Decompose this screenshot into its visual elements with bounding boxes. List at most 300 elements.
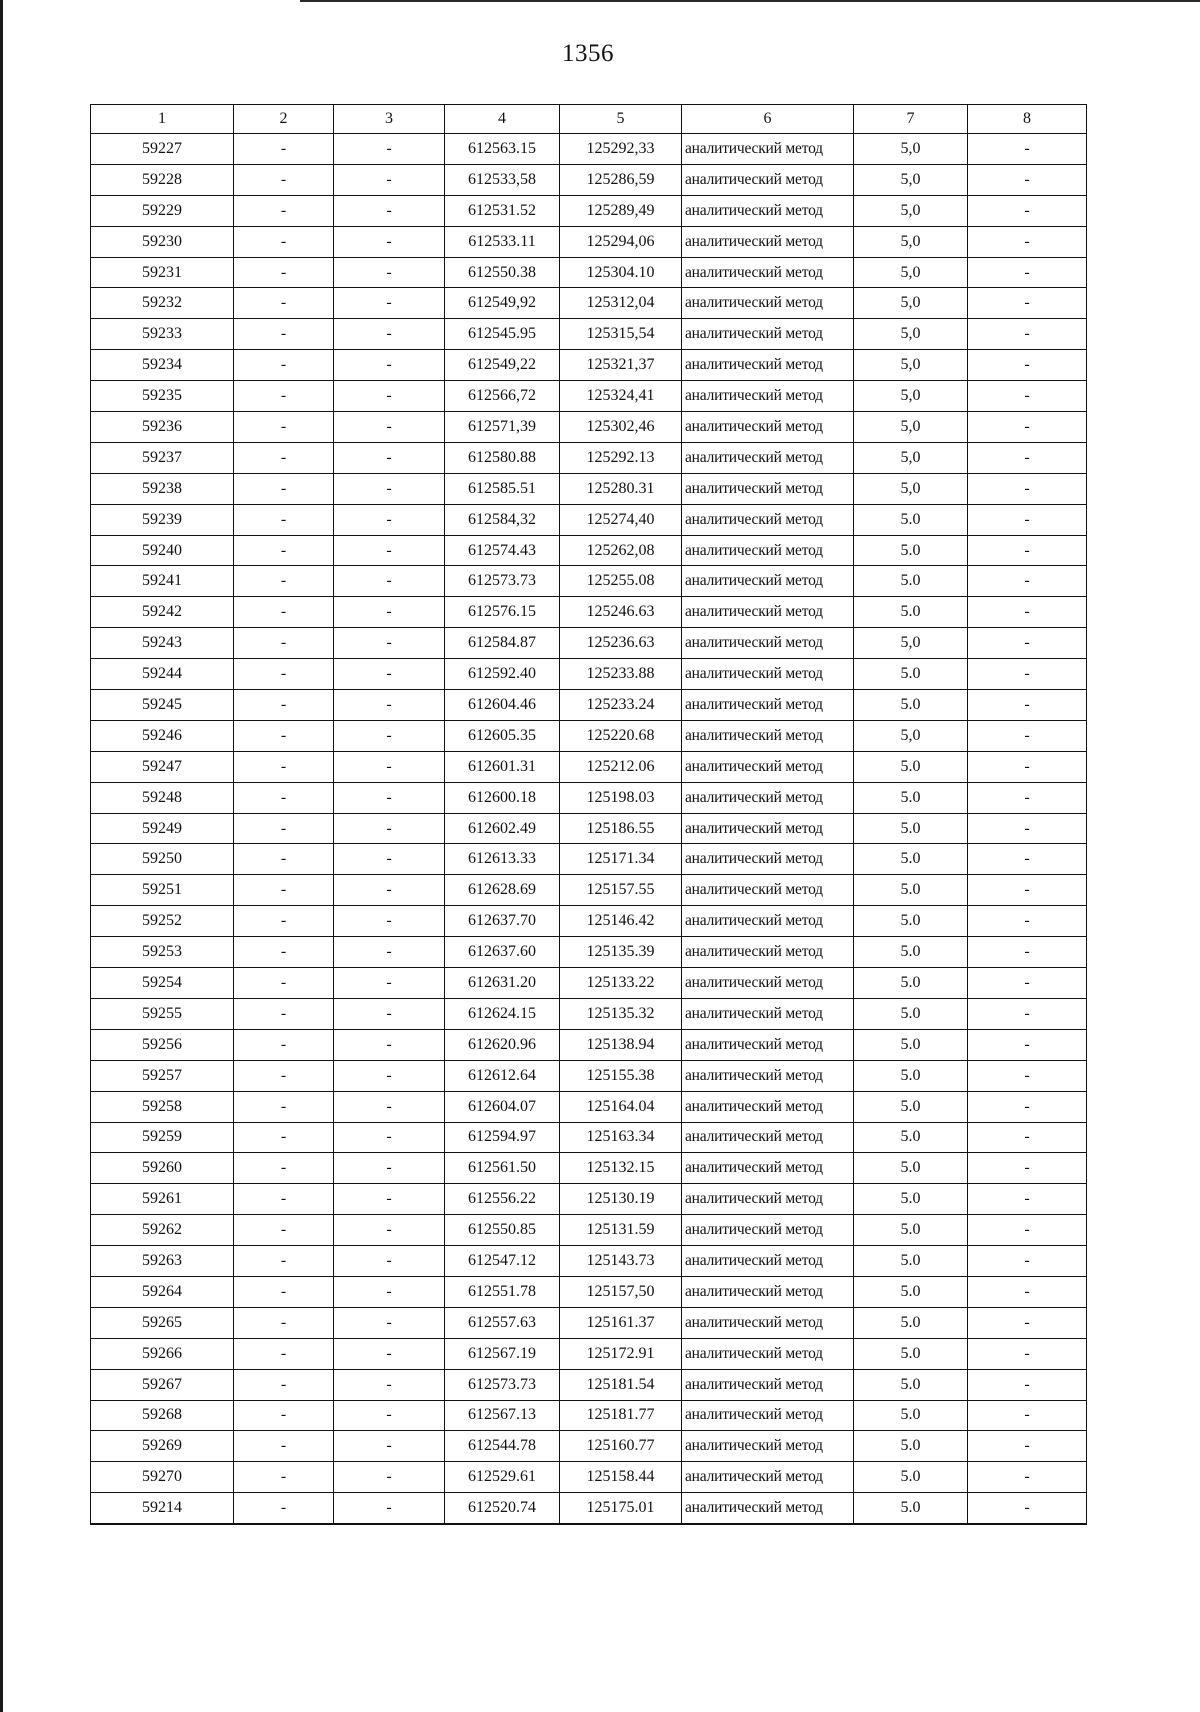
method-cell: аналитический метод — [682, 1400, 854, 1431]
method-cell: аналитический метод — [682, 226, 854, 257]
accuracy-cell: 5.0 — [854, 1091, 968, 1122]
y-coordinate-cell: 125161.37 — [560, 1307, 682, 1338]
y-coordinate-cell: 125135.39 — [560, 937, 682, 968]
col3-cell: - — [334, 164, 445, 195]
x-coordinate-cell: 612567.13 — [445, 1400, 560, 1431]
method-cell: аналитический метод — [682, 1060, 854, 1091]
table-row — [91, 473, 1087, 504]
col2-cell: - — [234, 1122, 334, 1153]
y-coordinate-cell: 125132.15 — [560, 1153, 682, 1184]
coordinates-table — [90, 104, 1087, 1525]
method-cell: аналитический метод — [682, 412, 854, 443]
col2-cell: - — [234, 1369, 334, 1400]
x-coordinate-cell: 612620.96 — [445, 1029, 560, 1060]
point-number-cell: 59267 — [91, 1369, 234, 1400]
col8-cell: - — [968, 1369, 1087, 1400]
col3-cell: - — [334, 659, 445, 690]
y-coordinate-cell: 125160.77 — [560, 1431, 682, 1462]
y-coordinate-cell: 125155.38 — [560, 1060, 682, 1091]
x-coordinate-cell: 612631.20 — [445, 968, 560, 999]
accuracy-cell: 5,0 — [854, 288, 968, 319]
x-coordinate-cell: 612592.40 — [445, 659, 560, 690]
col2-cell: - — [234, 875, 334, 906]
col3-cell: - — [334, 1060, 445, 1091]
header-cell: 3 — [334, 105, 445, 134]
x-coordinate-cell: 612637.70 — [445, 906, 560, 937]
x-coordinate-cell: 612574.43 — [445, 535, 560, 566]
y-coordinate-cell: 125143.73 — [560, 1246, 682, 1277]
x-coordinate-cell: 612561.50 — [445, 1153, 560, 1184]
method-cell: аналитический метод — [682, 813, 854, 844]
method-cell: аналитический метод — [682, 164, 854, 195]
col2-cell: - — [234, 690, 334, 721]
table-row — [91, 813, 1087, 844]
col8-cell: - — [968, 1493, 1087, 1524]
x-coordinate-cell: 612533,58 — [445, 164, 560, 195]
accuracy-cell: 5,0 — [854, 257, 968, 288]
table-row — [91, 1307, 1087, 1338]
table-row — [91, 1431, 1087, 1462]
col8-cell: - — [968, 319, 1087, 350]
table-row — [91, 566, 1087, 597]
accuracy-cell: 5.0 — [854, 1400, 968, 1431]
accuracy-cell: 5.0 — [854, 875, 968, 906]
col2-cell: - — [234, 319, 334, 350]
col8-cell: - — [968, 1400, 1087, 1431]
method-cell: аналитический метод — [682, 1153, 854, 1184]
method-cell: аналитический метод — [682, 875, 854, 906]
point-number-cell: 59243 — [91, 628, 234, 659]
col3-cell: - — [334, 412, 445, 443]
col2-cell: - — [234, 813, 334, 844]
y-coordinate-cell: 125274,40 — [560, 504, 682, 535]
col2-cell: - — [234, 720, 334, 751]
y-coordinate-cell: 125292,33 — [560, 134, 682, 165]
col2-cell: - — [234, 1246, 334, 1277]
col8-cell: - — [968, 442, 1087, 473]
col2-cell: - — [234, 473, 334, 504]
col3-cell: - — [334, 1153, 445, 1184]
accuracy-cell: 5.0 — [854, 597, 968, 628]
col8-cell: - — [968, 1091, 1087, 1122]
col2-cell: - — [234, 1462, 334, 1493]
point-number-cell: 59246 — [91, 720, 234, 751]
point-number-cell: 59240 — [91, 535, 234, 566]
x-coordinate-cell: 612556.22 — [445, 1184, 560, 1215]
y-coordinate-cell: 125186.55 — [560, 813, 682, 844]
accuracy-cell: 5.0 — [854, 1060, 968, 1091]
accuracy-cell: 5.0 — [854, 1369, 968, 1400]
table-row — [91, 844, 1087, 875]
accuracy-cell: 5.0 — [854, 906, 968, 937]
col2-cell: - — [234, 659, 334, 690]
accuracy-cell: 5,0 — [854, 319, 968, 350]
col3-cell: - — [334, 1215, 445, 1246]
x-coordinate-cell: 612594.97 — [445, 1122, 560, 1153]
col8-cell: - — [968, 1276, 1087, 1307]
table-row — [91, 1060, 1087, 1091]
y-coordinate-cell: 125286,59 — [560, 164, 682, 195]
col8-cell: - — [968, 813, 1087, 844]
x-coordinate-cell: 612566,72 — [445, 381, 560, 412]
y-coordinate-cell: 125302,46 — [560, 412, 682, 443]
y-coordinate-cell: 125220.68 — [560, 720, 682, 751]
method-cell: аналитический метод — [682, 628, 854, 659]
table-row — [91, 597, 1087, 628]
accuracy-cell: 5.0 — [854, 504, 968, 535]
col2-cell: - — [234, 1029, 334, 1060]
method-cell: аналитический метод — [682, 1338, 854, 1369]
point-number-cell: 59232 — [91, 288, 234, 319]
col2-cell: - — [234, 628, 334, 659]
col3-cell: - — [334, 998, 445, 1029]
method-cell: аналитический метод — [682, 1246, 854, 1277]
col8-cell: - — [968, 1122, 1087, 1153]
y-coordinate-cell: 125246.63 — [560, 597, 682, 628]
method-cell: аналитический метод — [682, 350, 854, 381]
table-row — [91, 1029, 1087, 1060]
accuracy-cell: 5.0 — [854, 1122, 968, 1153]
accuracy-cell: 5.0 — [854, 1276, 968, 1307]
y-coordinate-cell: 125236.63 — [560, 628, 682, 659]
x-coordinate-cell: 612601.31 — [445, 751, 560, 782]
col2-cell: - — [234, 1493, 334, 1524]
x-coordinate-cell: 612573.73 — [445, 1369, 560, 1400]
table-row — [91, 690, 1087, 721]
x-coordinate-cell: 612580.88 — [445, 442, 560, 473]
x-coordinate-cell: 612545.95 — [445, 319, 560, 350]
col3-cell: - — [334, 782, 445, 813]
x-coordinate-cell: 612602.49 — [445, 813, 560, 844]
col3-cell: - — [334, 473, 445, 504]
y-coordinate-cell: 125171.34 — [560, 844, 682, 875]
col2-cell: - — [234, 906, 334, 937]
point-number-cell: 59234 — [91, 350, 234, 381]
table-row — [91, 659, 1087, 690]
x-coordinate-cell: 612551.78 — [445, 1276, 560, 1307]
col2-cell: - — [234, 844, 334, 875]
col2-cell: - — [234, 1276, 334, 1307]
col8-cell: - — [968, 473, 1087, 504]
y-coordinate-cell: 125181.54 — [560, 1369, 682, 1400]
col3-cell: - — [334, 1184, 445, 1215]
col2-cell: - — [234, 751, 334, 782]
col3-cell: - — [334, 968, 445, 999]
col8-cell: - — [968, 844, 1087, 875]
method-cell: аналитический метод — [682, 720, 854, 751]
point-number-cell: 59242 — [91, 597, 234, 628]
point-number-cell: 59256 — [91, 1029, 234, 1060]
y-coordinate-cell: 125146.42 — [560, 906, 682, 937]
y-coordinate-cell: 125175.01 — [560, 1493, 682, 1524]
method-cell: аналитический метод — [682, 1184, 854, 1215]
y-coordinate-cell: 125212.06 — [560, 751, 682, 782]
accuracy-cell: 5.0 — [854, 1307, 968, 1338]
method-cell: аналитический метод — [682, 597, 854, 628]
point-number-cell: 59264 — [91, 1276, 234, 1307]
x-coordinate-cell: 612550.85 — [445, 1215, 560, 1246]
header-cell: 2 — [234, 105, 334, 134]
point-number-cell: 59261 — [91, 1184, 234, 1215]
x-coordinate-cell: 612547.12 — [445, 1246, 560, 1277]
method-cell: аналитический метод — [682, 659, 854, 690]
col3-cell: - — [334, 1400, 445, 1431]
scan-top-edge — [300, 0, 1200, 2]
col3-cell: - — [334, 1029, 445, 1060]
page-number: 1356 — [562, 40, 614, 67]
table-row — [91, 1276, 1087, 1307]
method-cell: аналитический метод — [682, 998, 854, 1029]
table-row — [91, 134, 1087, 165]
col8-cell: - — [968, 134, 1087, 165]
col8-cell: - — [968, 1060, 1087, 1091]
header-cell: 8 — [968, 105, 1087, 134]
col8-cell: - — [968, 690, 1087, 721]
col3-cell: - — [334, 844, 445, 875]
x-coordinate-cell: 612604.07 — [445, 1091, 560, 1122]
method-cell: аналитический метод — [682, 535, 854, 566]
y-coordinate-cell: 125172.91 — [560, 1338, 682, 1369]
y-coordinate-cell: 125181.77 — [560, 1400, 682, 1431]
col2-cell: - — [234, 381, 334, 412]
accuracy-cell: 5,0 — [854, 134, 968, 165]
accuracy-cell: 5.0 — [854, 1215, 968, 1246]
y-coordinate-cell: 125198.03 — [560, 782, 682, 813]
table-row — [91, 1215, 1087, 1246]
y-coordinate-cell: 125130.19 — [560, 1184, 682, 1215]
table-row — [91, 504, 1087, 535]
col8-cell: - — [968, 566, 1087, 597]
accuracy-cell: 5,0 — [854, 381, 968, 412]
y-coordinate-cell: 125135.32 — [560, 998, 682, 1029]
col3-cell: - — [334, 1307, 445, 1338]
table-row — [91, 720, 1087, 751]
col3-cell: - — [334, 566, 445, 597]
header-cell: 7 — [854, 105, 968, 134]
col8-cell: - — [968, 628, 1087, 659]
col3-cell: - — [334, 442, 445, 473]
y-coordinate-cell: 125294,06 — [560, 226, 682, 257]
y-coordinate-cell: 125324,41 — [560, 381, 682, 412]
table-row — [91, 350, 1087, 381]
col8-cell: - — [968, 1307, 1087, 1338]
method-cell: аналитический метод — [682, 1122, 854, 1153]
point-number-cell: 59258 — [91, 1091, 234, 1122]
point-number-cell: 59233 — [91, 319, 234, 350]
accuracy-cell: 5.0 — [854, 813, 968, 844]
col2-cell: - — [234, 350, 334, 381]
point-number-cell: 59248 — [91, 782, 234, 813]
point-number-cell: 59238 — [91, 473, 234, 504]
x-coordinate-cell: 612571,39 — [445, 412, 560, 443]
y-coordinate-cell: 125315,54 — [560, 319, 682, 350]
y-coordinate-cell: 125158.44 — [560, 1462, 682, 1493]
col8-cell: - — [968, 1029, 1087, 1060]
accuracy-cell: 5.0 — [854, 937, 968, 968]
accuracy-cell: 5.0 — [854, 659, 968, 690]
col8-cell: - — [968, 782, 1087, 813]
accuracy-cell: 5.0 — [854, 690, 968, 721]
table-row — [91, 751, 1087, 782]
col8-cell: - — [968, 1215, 1087, 1246]
table-row — [91, 1246, 1087, 1277]
table-row — [91, 381, 1087, 412]
table-row — [91, 257, 1087, 288]
table-row — [91, 998, 1087, 1029]
col2-cell: - — [234, 195, 334, 226]
table-row — [91, 319, 1087, 350]
col3-cell: - — [334, 1462, 445, 1493]
accuracy-cell: 5.0 — [854, 1029, 968, 1060]
col3-cell: - — [334, 937, 445, 968]
col2-cell: - — [234, 288, 334, 319]
y-coordinate-cell: 125233.24 — [560, 690, 682, 721]
col2-cell: - — [234, 504, 334, 535]
method-cell: аналитический метод — [682, 1091, 854, 1122]
accuracy-cell: 5,0 — [854, 350, 968, 381]
col2-cell: - — [234, 968, 334, 999]
point-number-cell: 59247 — [91, 751, 234, 782]
point-number-cell: 59253 — [91, 937, 234, 968]
method-cell: аналитический метод — [682, 1369, 854, 1400]
accuracy-cell: 5,0 — [854, 226, 968, 257]
y-coordinate-cell: 125133.22 — [560, 968, 682, 999]
table-body — [91, 134, 1087, 1525]
col3-cell: - — [334, 535, 445, 566]
y-coordinate-cell: 125280.31 — [560, 473, 682, 504]
method-cell: аналитический метод — [682, 442, 854, 473]
col8-cell: - — [968, 226, 1087, 257]
accuracy-cell: 5.0 — [854, 1153, 968, 1184]
method-cell: аналитический метод — [682, 1462, 854, 1493]
method-cell: аналитический метод — [682, 968, 854, 999]
col8-cell: - — [968, 659, 1087, 690]
x-coordinate-cell: 612533.11 — [445, 226, 560, 257]
table-row — [91, 442, 1087, 473]
table-row — [91, 535, 1087, 566]
col8-cell: - — [968, 968, 1087, 999]
y-coordinate-cell: 125157,50 — [560, 1276, 682, 1307]
col3-cell: - — [334, 628, 445, 659]
col3-cell: - — [334, 504, 445, 535]
col8-cell: - — [968, 1184, 1087, 1215]
point-number-cell: 59228 — [91, 164, 234, 195]
col3-cell: - — [334, 257, 445, 288]
table-row — [91, 937, 1087, 968]
col8-cell: - — [968, 1246, 1087, 1277]
point-number-cell: 59239 — [91, 504, 234, 535]
x-coordinate-cell: 612550.38 — [445, 257, 560, 288]
method-cell: аналитический метод — [682, 381, 854, 412]
x-coordinate-cell: 612600.18 — [445, 782, 560, 813]
method-cell: аналитический метод — [682, 195, 854, 226]
table-row — [91, 226, 1087, 257]
table-row — [91, 875, 1087, 906]
col2-cell: - — [234, 597, 334, 628]
x-coordinate-cell: 612531.52 — [445, 195, 560, 226]
col3-cell: - — [334, 751, 445, 782]
y-coordinate-cell: 125321,37 — [560, 350, 682, 381]
x-coordinate-cell: 612628.69 — [445, 875, 560, 906]
x-coordinate-cell: 612637.60 — [445, 937, 560, 968]
point-number-cell: 59214 — [91, 1493, 234, 1524]
col2-cell: - — [234, 257, 334, 288]
point-number-cell: 59229 — [91, 195, 234, 226]
col3-cell: - — [334, 134, 445, 165]
col2-cell: - — [234, 1091, 334, 1122]
col3-cell: - — [334, 350, 445, 381]
method-cell: аналитический метод — [682, 751, 854, 782]
x-coordinate-cell: 612584.87 — [445, 628, 560, 659]
col2-cell: - — [234, 1338, 334, 1369]
table-row — [91, 412, 1087, 443]
point-number-cell: 59265 — [91, 1307, 234, 1338]
y-coordinate-cell: 125163.34 — [560, 1122, 682, 1153]
table-row — [91, 164, 1087, 195]
point-number-cell: 59241 — [91, 566, 234, 597]
col2-cell: - — [234, 412, 334, 443]
col8-cell: - — [968, 1153, 1087, 1184]
point-number-cell: 59244 — [91, 659, 234, 690]
accuracy-cell: 5.0 — [854, 1431, 968, 1462]
y-coordinate-cell: 125164.04 — [560, 1091, 682, 1122]
method-cell: аналитический метод — [682, 134, 854, 165]
col2-cell: - — [234, 1400, 334, 1431]
method-cell: аналитический метод — [682, 257, 854, 288]
point-number-cell: 59230 — [91, 226, 234, 257]
method-cell: аналитический метод — [682, 288, 854, 319]
col3-cell: - — [334, 720, 445, 751]
point-number-cell: 59255 — [91, 998, 234, 1029]
method-cell: аналитический метод — [682, 1493, 854, 1524]
x-coordinate-cell: 612624.15 — [445, 998, 560, 1029]
header-cell: 6 — [682, 105, 854, 134]
x-coordinate-cell: 612613.33 — [445, 844, 560, 875]
point-number-cell: 59268 — [91, 1400, 234, 1431]
col3-cell: - — [334, 1338, 445, 1369]
point-number-cell: 59251 — [91, 875, 234, 906]
accuracy-cell: 5,0 — [854, 442, 968, 473]
accuracy-cell: 5.0 — [854, 535, 968, 566]
col8-cell: - — [968, 937, 1087, 968]
point-number-cell: 59254 — [91, 968, 234, 999]
col3-cell: - — [334, 319, 445, 350]
y-coordinate-cell: 125233.88 — [560, 659, 682, 690]
point-number-cell: 59252 — [91, 906, 234, 937]
table-row — [91, 906, 1087, 937]
point-number-cell: 59235 — [91, 381, 234, 412]
point-number-cell: 59227 — [91, 134, 234, 165]
col8-cell: - — [968, 412, 1087, 443]
y-coordinate-cell: 125255.08 — [560, 566, 682, 597]
col2-cell: - — [234, 226, 334, 257]
col8-cell: - — [968, 195, 1087, 226]
col3-cell: - — [334, 875, 445, 906]
y-coordinate-cell: 125289,49 — [560, 195, 682, 226]
accuracy-cell: 5,0 — [854, 164, 968, 195]
col8-cell: - — [968, 597, 1087, 628]
y-coordinate-cell: 125292.13 — [560, 442, 682, 473]
accuracy-cell: 5.0 — [854, 566, 968, 597]
accuracy-cell: 5.0 — [854, 1246, 968, 1277]
col2-cell: - — [234, 566, 334, 597]
col2-cell: - — [234, 1060, 334, 1091]
accuracy-cell: 5,0 — [854, 195, 968, 226]
table-row — [91, 1122, 1087, 1153]
x-coordinate-cell: 612584,32 — [445, 504, 560, 535]
accuracy-cell: 5.0 — [854, 1184, 968, 1215]
point-number-cell: 59262 — [91, 1215, 234, 1246]
